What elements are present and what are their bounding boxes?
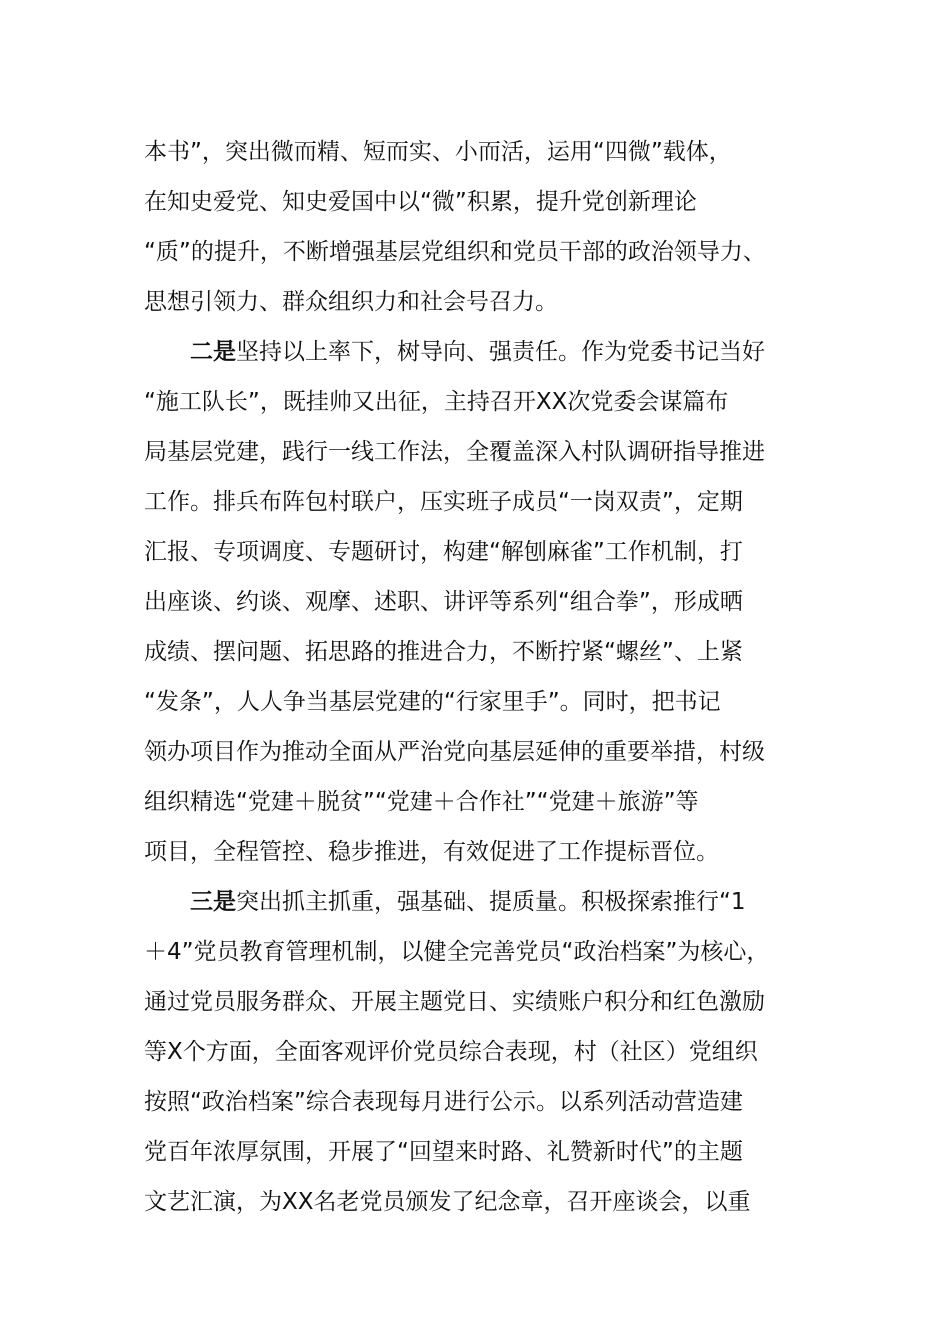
text-line xyxy=(144,727,834,777)
text-line xyxy=(144,177,834,227)
text-line xyxy=(144,577,834,627)
line-text: “发条”，人人争当基层党建的“行家里手”。同时，把书记 xyxy=(144,689,721,715)
line-text: 坚持以上率下，树导向、强责任。作为党委书记当好 xyxy=(236,339,765,365)
line-text: 文艺汇演，为XX名老党员颁发了纪念章，召开座谈会，以重 xyxy=(144,1189,751,1215)
text-line xyxy=(144,1127,834,1177)
line-text: 领办项目作为推动全面从严治党向基层延伸的重要举措，村级 xyxy=(144,739,765,765)
paragraph-lead: 三是 xyxy=(190,889,236,915)
line-text: 通过党员服务群众、开展主题党日、实绩账户积分和红色激励 xyxy=(144,989,765,1015)
line-text: 局基层党建，践行一线工作法，全覆盖深入村队调研指导推进 xyxy=(144,439,765,465)
text-line xyxy=(144,1177,834,1227)
text-line xyxy=(144,627,834,677)
text-line xyxy=(144,1077,834,1127)
text-line xyxy=(144,377,834,427)
line-text: 工作。排兵布阵包村联户，压实班子成员“一岗双责”，定期 xyxy=(144,489,743,515)
line-text: 项目，全程管控、稳步推进，有效促进了工作提标晋位。 xyxy=(144,839,719,865)
text-line xyxy=(144,977,834,1027)
text-line xyxy=(144,777,834,827)
text-line xyxy=(144,677,834,727)
line-text: 思想引领力、群众组织力和社会号召力。 xyxy=(144,289,558,315)
line-text: 出座谈、约谈、观摩、述职、讲评等系列“组合拳”，形成晒 xyxy=(144,589,743,615)
line-text: 在知史爱党、知史爱国中以“微”积累，提升党创新理论 xyxy=(144,189,697,215)
line-text: 组织精选“党建＋脱贫”“党建＋合作社”“党建＋旅游”等 xyxy=(144,789,699,815)
paragraph-start-line xyxy=(144,877,834,927)
line-text: 成绩、摆问题、拓思路的推进合力，不断拧紧“螺丝”、上紧 xyxy=(144,639,743,665)
text-line xyxy=(144,227,834,277)
line-text: 本书”，突出微而精、短而实、小而活，运用“四微”载体， xyxy=(144,139,732,165)
line-text: 按照“政治档案”综合表现每月进行公示。以系列活动营造建 xyxy=(144,1089,743,1115)
text-line xyxy=(144,477,834,527)
text-line xyxy=(144,127,834,177)
text-line xyxy=(144,1027,834,1077)
text-line xyxy=(144,527,834,577)
line-text: 汇报、专项调度、专题研讨，构建“解刨麻雀”工作机制，打 xyxy=(144,539,743,565)
text-line xyxy=(144,427,834,477)
body-text xyxy=(144,127,834,1227)
paragraph-lead: 二是 xyxy=(190,339,236,365)
line-text: “质”的提升，不断增强基层党组织和党员干部的政治领导力、 xyxy=(144,239,766,265)
text-line xyxy=(144,277,834,327)
line-text: 等X个方面，全面客观评价党员综合表现，村（社区）党组织 xyxy=(144,1039,758,1065)
line-text: ＋4”党员教育管理机制，以健全完善党员“政治档案”为核心， xyxy=(144,939,770,965)
line-text: 突出抓主抓重，强基础、提质量。积极探索推行“1 xyxy=(236,889,746,915)
text-line xyxy=(144,927,834,977)
text-line xyxy=(144,827,834,877)
line-text: “施工队长”，既挂帅又出征，主持召开XX次党委会谋篇布 xyxy=(144,389,729,415)
paragraph-start-line xyxy=(144,327,834,377)
line-text: 党百年浓厚氛围，开展了“回望来时路、礼赞新时代”的主题 xyxy=(144,1139,743,1165)
